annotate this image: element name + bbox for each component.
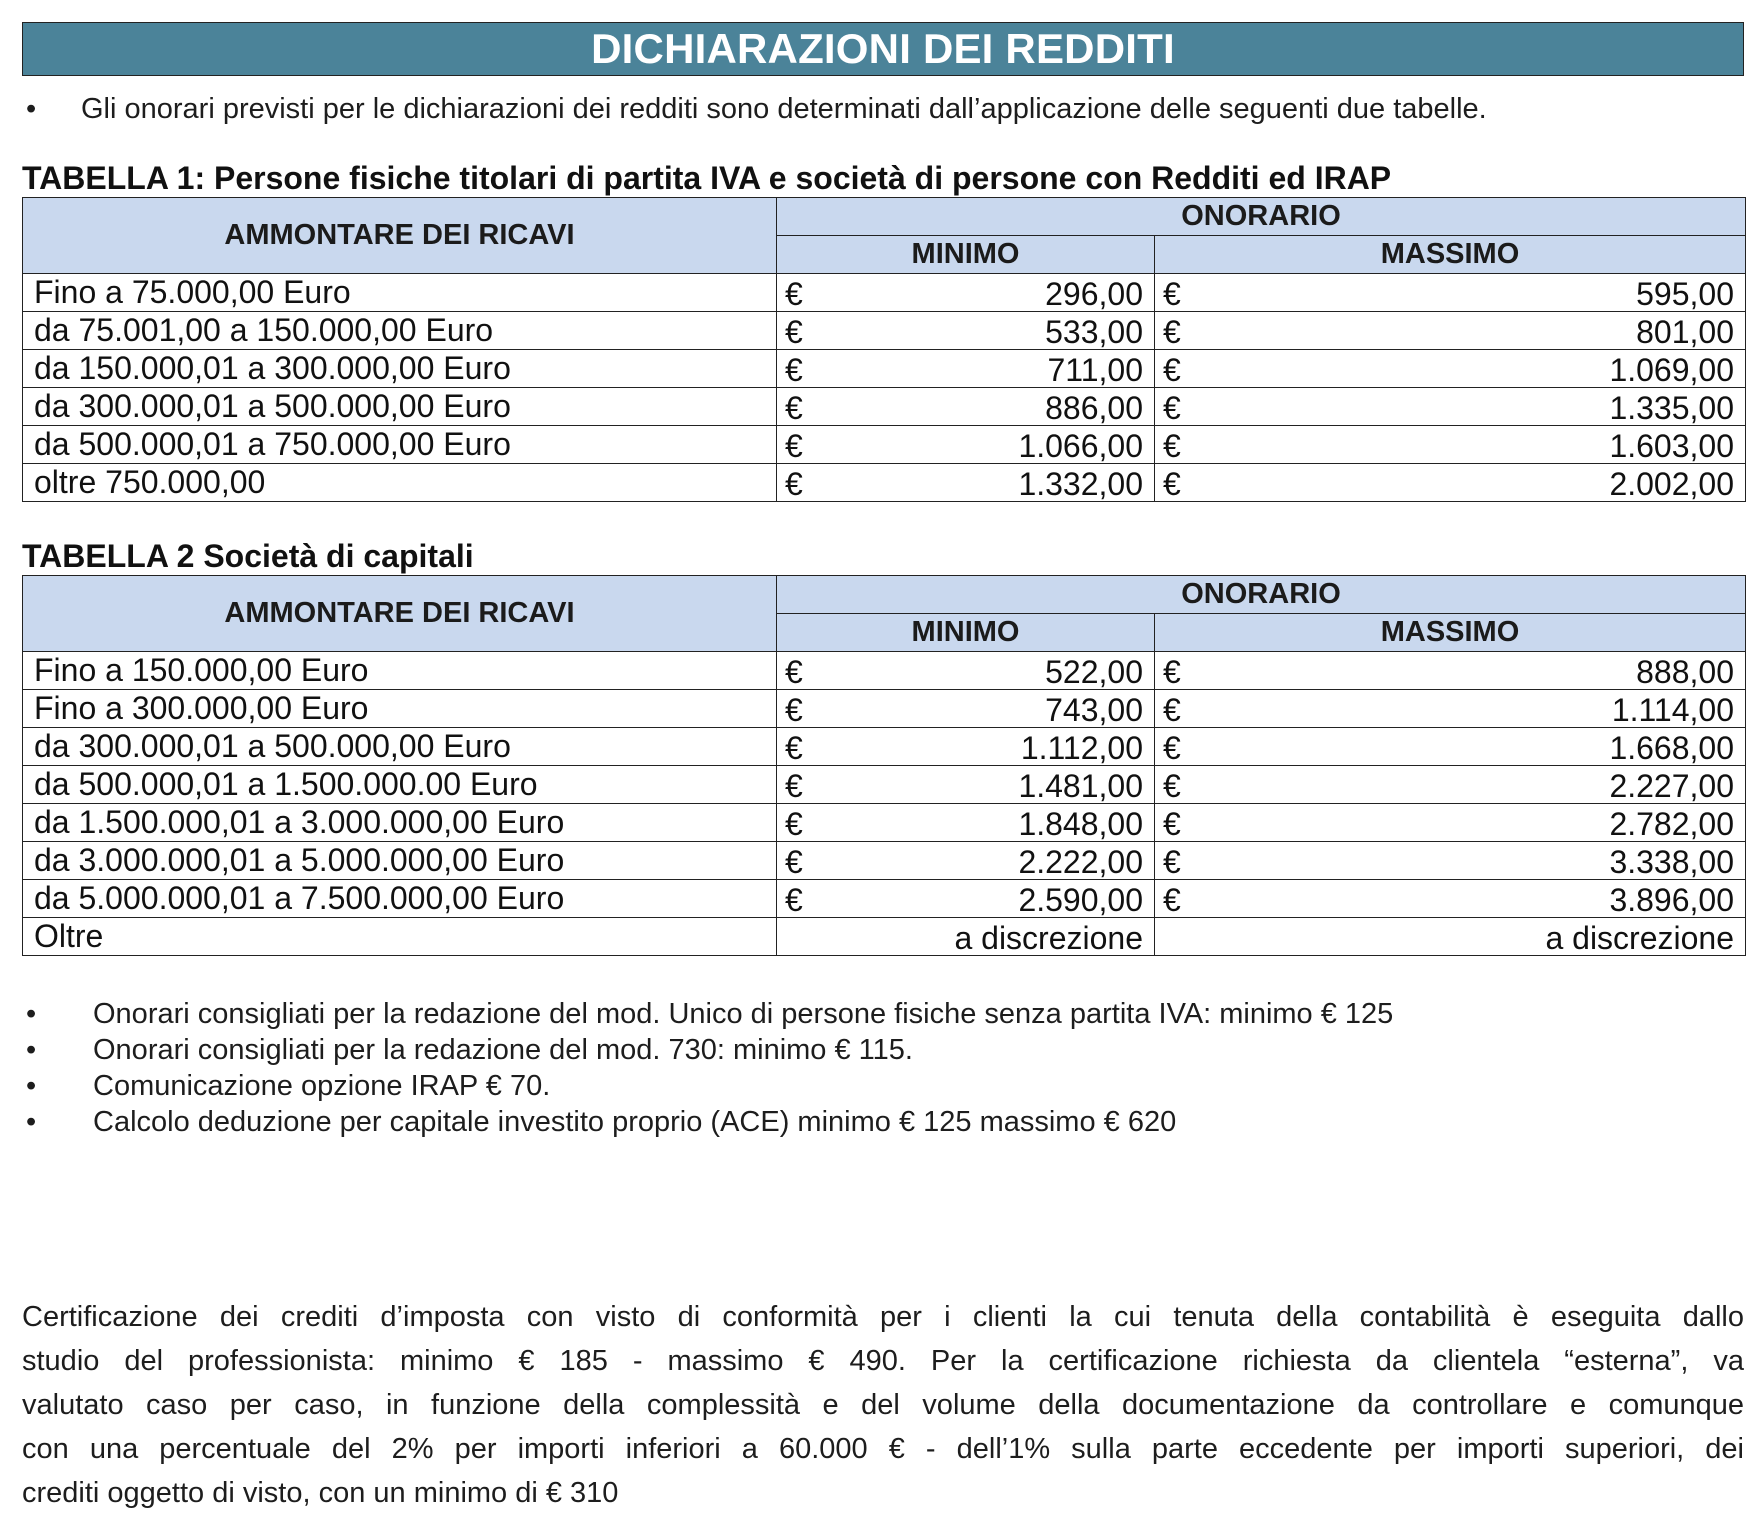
paragraph-line: Certificazione dei crediti d’imposta con visto di conformità per i clienti la cui tenuta della contabilità è eseguita dallo xyxy=(22,1301,1744,1333)
minimo-cell xyxy=(777,842,1155,880)
header-onorario: ONORARIO xyxy=(777,198,1746,236)
massimo-amount: 3.896,00 xyxy=(1609,882,1734,918)
ricavi-range: da 5.000.000,01 a 7.500.000,00 Euro xyxy=(23,880,777,918)
massimo-amount: 2.227,00 xyxy=(1609,768,1734,804)
table-row xyxy=(23,728,1746,766)
ricavi-range: da 300.000,01 a 500.000,00 Euro xyxy=(23,728,777,766)
ricavi-range: da 300.000,01 a 500.000,00 Euro xyxy=(23,388,777,426)
ricavi-range: Fino a 75.000,00 Euro xyxy=(23,274,777,312)
ricavi-range: da 500.000,01 a 750.000,00 Euro xyxy=(23,426,777,464)
bullet-icon: • xyxy=(26,93,37,125)
certification-paragraph xyxy=(22,1295,1744,1515)
massimo-text: a discrezione xyxy=(1545,920,1734,956)
euro-symbol: € xyxy=(785,428,803,464)
header-massimo: MASSIMO xyxy=(1155,614,1746,652)
minimo-cell xyxy=(777,426,1155,464)
header-onorario: ONORARIO xyxy=(777,576,1746,614)
table-row xyxy=(23,350,1746,388)
massimo-cell xyxy=(1155,918,1746,956)
table-row xyxy=(23,388,1746,426)
massimo-amount: 2.002,00 xyxy=(1609,466,1734,502)
euro-symbol: € xyxy=(1163,352,1181,388)
minimo-cell xyxy=(777,652,1155,690)
minimo-amount: 1.332,00 xyxy=(1018,466,1143,502)
massimo-cell xyxy=(1155,804,1746,842)
minimo-cell xyxy=(777,312,1155,350)
massimo-cell xyxy=(1155,842,1746,880)
ricavi-range: oltre 750.000,00 xyxy=(23,464,777,502)
table-row xyxy=(23,274,1746,312)
bullet-icon: • xyxy=(26,998,37,1030)
massimo-cell xyxy=(1155,652,1746,690)
minimo-amount: 1.481,00 xyxy=(1018,768,1143,804)
table-row xyxy=(23,690,1746,728)
massimo-cell xyxy=(1155,880,1746,918)
paragraph-line: con una percentuale del 2% per importi inferiori a 60.000 € - dell’1% sulla parte eccedente per importi superiori, dei xyxy=(22,1433,1744,1465)
euro-symbol: € xyxy=(785,806,803,842)
ricavi-range: da 3.000.000,01 a 5.000.000,00 Euro xyxy=(23,842,777,880)
minimo-cell xyxy=(777,728,1155,766)
massimo-cell xyxy=(1155,728,1746,766)
ricavi-range: da 75.001,00 a 150.000,00 Euro xyxy=(23,312,777,350)
table-row xyxy=(23,842,1746,880)
euro-symbol: € xyxy=(785,276,803,312)
euro-symbol: € xyxy=(785,692,803,728)
massimo-amount: 2.782,00 xyxy=(1609,806,1734,842)
euro-symbol: € xyxy=(1163,390,1181,426)
table2-title: TABELLA 2 Società di capitali xyxy=(22,538,474,574)
ricavi-range: Fino a 300.000,00 Euro xyxy=(23,690,777,728)
massimo-cell xyxy=(1155,312,1746,350)
minimo-cell xyxy=(777,274,1155,312)
massimo-cell xyxy=(1155,350,1746,388)
minimo-amount: 886,00 xyxy=(1045,390,1143,426)
table-row xyxy=(23,918,1746,956)
minimo-amount: 1.112,00 xyxy=(1020,730,1143,766)
minimo-amount: 296,00 xyxy=(1045,276,1143,312)
bullet-icon: • xyxy=(26,1106,37,1138)
minimo-amount: 2.590,00 xyxy=(1018,882,1143,918)
massimo-amount: 3.338,00 xyxy=(1609,844,1734,880)
minimo-cell xyxy=(777,766,1155,804)
minimo-amount: 1.066,00 xyxy=(1018,428,1143,464)
paragraph-line: crediti oggetto di visto, con un minimo di € 310 xyxy=(22,1477,619,1509)
euro-symbol: € xyxy=(1163,654,1181,690)
minimo-cell xyxy=(777,388,1155,426)
massimo-cell xyxy=(1155,690,1746,728)
euro-symbol: € xyxy=(1163,806,1181,842)
table1 xyxy=(22,197,1746,502)
bullet-icon: • xyxy=(26,1070,37,1102)
minimo-text: a discrezione xyxy=(954,920,1143,956)
euro-symbol: € xyxy=(785,730,803,766)
massimo-cell xyxy=(1155,388,1746,426)
euro-symbol: € xyxy=(785,844,803,880)
massimo-amount: 1.069,00 xyxy=(1609,352,1734,388)
table1-title: TABELLA 1: Persone fisiche titolari di partita IVA e società di persone con Redditi ed IRAP xyxy=(22,160,1392,196)
euro-symbol: € xyxy=(785,882,803,918)
massimo-amount: 801,00 xyxy=(1636,314,1734,350)
massimo-amount: 1.114,00 xyxy=(1611,692,1734,728)
header-ricavi: AMMONTARE DEI RICAVI xyxy=(23,198,777,274)
massimo-cell xyxy=(1155,464,1746,502)
intro-text: Gli onorari previsti per le dichiarazioni dei redditi sono determinati dall’applicazione delle seguenti due tabelle. xyxy=(81,93,1487,125)
euro-symbol: € xyxy=(1163,428,1181,464)
minimo-amount: 533,00 xyxy=(1045,314,1143,350)
list-item-text: Onorari consigliati per la redazione del mod. Unico di persone fisiche senza partita IVA: minimo € 125 xyxy=(93,998,1394,1030)
euro-symbol: € xyxy=(1163,466,1181,502)
minimo-cell xyxy=(777,464,1155,502)
page-title: DICHIARAZIONI DEI REDDITI xyxy=(22,22,1744,76)
euro-symbol: € xyxy=(785,390,803,426)
list-item-text: Calcolo deduzione per capitale investito proprio (ACE) minimo € 125 massimo € 620 xyxy=(93,1106,1177,1138)
minimo-amount: 2.222,00 xyxy=(1018,844,1143,880)
table2 xyxy=(22,575,1746,956)
massimo-cell xyxy=(1155,426,1746,464)
minimo-cell xyxy=(777,918,1155,956)
euro-symbol: € xyxy=(1163,882,1181,918)
table-row xyxy=(23,312,1746,350)
euro-symbol: € xyxy=(1163,844,1181,880)
header-minimo: MINIMO xyxy=(777,614,1155,652)
minimo-amount: 522,00 xyxy=(1045,654,1143,690)
ricavi-range: da 1.500.000,01 a 3.000.000,00 Euro xyxy=(23,804,777,842)
minimo-cell xyxy=(777,880,1155,918)
paragraph-line: valutato caso per caso, in funzione della complessità e del volume della documentazione da controllare e comunque xyxy=(22,1389,1744,1421)
minimo-amount: 743,00 xyxy=(1045,692,1143,728)
massimo-amount: 888,00 xyxy=(1636,654,1734,690)
paragraph-line: studio del professionista: minimo € 185 - massimo € 490. Per la certificazione richiesta da clientela “esterna”, va xyxy=(22,1345,1744,1377)
header-massimo: MASSIMO xyxy=(1155,236,1746,274)
massimo-amount: 1.603,00 xyxy=(1609,428,1734,464)
euro-symbol: € xyxy=(1163,768,1181,804)
table-row xyxy=(23,652,1746,690)
table-row xyxy=(23,766,1746,804)
minimo-cell xyxy=(777,690,1155,728)
ricavi-range: da 150.000,01 a 300.000,00 Euro xyxy=(23,350,777,388)
euro-symbol: € xyxy=(1163,692,1181,728)
ricavi-range: Fino a 150.000,00 Euro xyxy=(23,652,777,690)
euro-symbol: € xyxy=(785,314,803,350)
table-row xyxy=(23,880,1746,918)
list-item-text: Comunicazione opzione IRAP € 70. xyxy=(93,1070,551,1102)
euro-symbol: € xyxy=(1163,314,1181,350)
euro-symbol: € xyxy=(1163,730,1181,766)
euro-symbol: € xyxy=(785,352,803,388)
bullet-icon: • xyxy=(26,1034,37,1066)
massimo-cell xyxy=(1155,766,1746,804)
ricavi-range: Oltre xyxy=(23,918,777,956)
ricavi-range: da 500.000,01 a 1.500.000.00 Euro xyxy=(23,766,777,804)
massimo-cell xyxy=(1155,274,1746,312)
massimo-amount: 1.668,00 xyxy=(1609,730,1734,766)
euro-symbol: € xyxy=(785,654,803,690)
euro-symbol: € xyxy=(785,466,803,502)
minimo-cell xyxy=(777,350,1155,388)
header-minimo: MINIMO xyxy=(777,236,1155,274)
minimo-amount: 711,00 xyxy=(1047,352,1143,388)
list-item-text: Onorari consigliati per la redazione del mod. 730: minimo € 115. xyxy=(93,1034,913,1066)
euro-symbol: € xyxy=(1163,276,1181,312)
minimo-cell xyxy=(777,804,1155,842)
header-ricavi: AMMONTARE DEI RICAVI xyxy=(23,576,777,652)
massimo-amount: 595,00 xyxy=(1636,276,1734,312)
minimo-amount: 1.848,00 xyxy=(1018,806,1143,842)
table-row xyxy=(23,464,1746,502)
massimo-amount: 1.335,00 xyxy=(1609,390,1734,426)
table-row xyxy=(23,426,1746,464)
euro-symbol: € xyxy=(785,768,803,804)
table-row xyxy=(23,804,1746,842)
